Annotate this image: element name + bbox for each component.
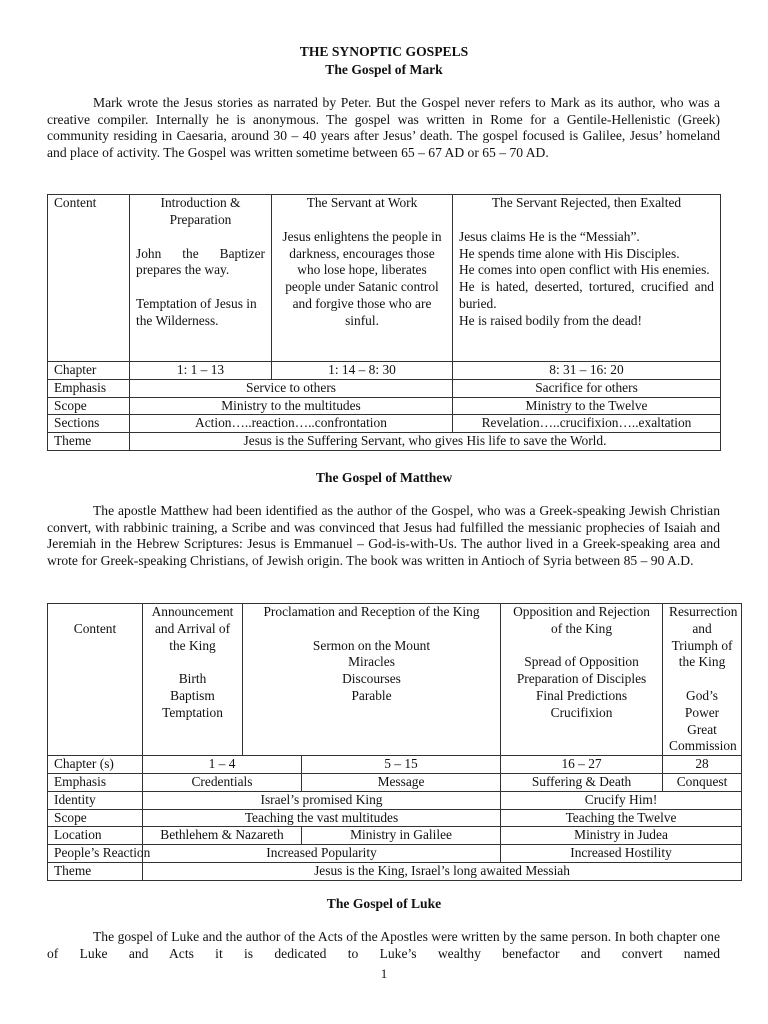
matthew-chapter-4: 28 <box>663 756 742 774</box>
matthew-location-2: Ministry in Galilee <box>302 827 501 845</box>
mark-heading: The Gospel of Mark <box>325 62 443 77</box>
matthew-location-1: Bethlehem & Nazareth <box>143 827 302 845</box>
mark-paragraph <box>47 95 720 161</box>
matthew-emphasis-label: Emphasis <box>48 773 143 791</box>
mark-sections-a: Action…..reaction…..confrontation <box>130 415 453 433</box>
mark-sections-b: Revelation…..crucifixion…..exaltation <box>453 415 721 433</box>
matthew-col2: Proclamation and Reception of the King Sermon on the Mount Miracles Discourses Parable <box>243 604 501 756</box>
mark-chapter-2: 1: 14 – 8: 30 <box>272 362 453 380</box>
mark-content-label: Content <box>48 195 130 362</box>
luke-heading: The Gospel of Luke <box>326 896 442 911</box>
matthew-chapter-3: 16 – 27 <box>501 756 663 774</box>
mark-col1 <box>130 195 272 362</box>
matthew-heading: The Gospel of Matthew <box>315 470 453 485</box>
matthew-scope-b: Teaching the Twelve <box>501 809 742 827</box>
mark-theme: Jesus is the Suffering Servant, who gives His life to save the World. <box>130 433 721 451</box>
luke-paragraph-text: The gospel of Luke and the author of the Acts of the Apostles were written by the same person. In both chapter one of Luke and Acts it is dedicated to Luke’s wealthy benefactor and convert named <box>47 929 720 961</box>
matthew-chapter-label: Chapter (s) <box>48 756 143 774</box>
mark-sections-label: Sections <box>48 415 130 433</box>
matthew-table <box>47 603 742 881</box>
matthew-reaction-b: Increased Hostility <box>501 845 742 863</box>
mark-col1-body2: Temptation of Jesus in the Wilderness. <box>136 296 257 328</box>
matthew-theme-label: Theme <box>48 862 143 880</box>
matthew-identity-b: Crucify Him! <box>501 791 742 809</box>
matthew-identity-a: Israel’s promised King <box>143 791 501 809</box>
matthew-paragraph <box>47 503 720 569</box>
mark-chapter-label: Chapter <box>48 362 130 380</box>
matthew-chapter-1: 1 – 4 <box>143 756 302 774</box>
matthew-emphasis-4: Conquest <box>663 773 742 791</box>
page-number: 1 <box>380 966 388 981</box>
matthew-paragraph-text: The apostle Matthew had been identified as the author of the Gospel, who was a Greek-speaking Jewish Christian convert, with rabbinic training, a Scribe and was convinced that Jesus had fulfilled the messianic prophecies of Isaiah and Jeremiah in the Hebrew Scriptures: Jesus is Emmanuel – God-is-with-Us. The author lived in a Greek-speaking area and wrote for Greek-speaking Christians, of Jewish origin. The book was written in Antioch of Syria between 85 – 90 A.D. <box>47 503 720 568</box>
matthew-reaction-a: Increased Popularity <box>143 845 501 863</box>
luke-paragraph <box>47 929 720 962</box>
mark-col1-body1: John the Baptizer prepares the way. <box>136 245 265 278</box>
mark-col2-title: The Servant at Work <box>306 195 418 210</box>
matthew-location-label: Location <box>48 827 143 845</box>
mark-col3-lines: Jesus claims He is the “Messiah”. He spends time alone with His Disciples. He comes into open conflict with His enemies. He is hated, deserted, tortured, crucified and buried. He is raised bodily from the dead! <box>459 228 714 328</box>
mark-scope-a: Ministry to the multitudes <box>130 397 453 415</box>
matthew-emphasis-3: Suffering & Death <box>501 773 663 791</box>
mark-col2 <box>272 195 453 362</box>
matthew-scope-a: Teaching the vast multitudes <box>143 809 501 827</box>
matthew-emphasis-2: Message <box>302 773 501 791</box>
mark-emphasis-a: Service to others <box>130 379 453 397</box>
matthew-location-3: Ministry in Judea <box>501 827 742 845</box>
mark-col2-body: Jesus enlightens the people in darkness, encourages those who lose hope, liberates people under Satanic control and forgive those who are sinful. <box>282 228 442 328</box>
matthew-col1: Announcement and Arrival of the King Birth Baptism Temptation <box>143 604 243 756</box>
mark-paragraph-text: Mark wrote the Jesus stories as narrated by Peter. But the Gospel never refers to Mark as its author, who was a creative compiler. Internally he is anonymous. The gospel was written in Rome for a Gentile-Hellenistic (Greek) community residing in Caesaria, around 30 – 40 years after Jesus’ death. The gospel focused is Galilee, Jesus’ homeland and place of activity. The Gospel was written sometime between 65 – 67 AD or 65 – 70 AD. <box>47 95 720 160</box>
mark-theme-label: Theme <box>48 433 130 451</box>
matthew-chapter-2: 5 – 15 <box>302 756 501 774</box>
matthew-col3: Opposition and Rejection of the King Spread of Opposition Preparation of Disciples Final Predictions Crucifixion <box>501 604 663 756</box>
matthew-content-label: Content <box>48 604 143 756</box>
mark-emphasis-label: Emphasis <box>48 379 130 397</box>
matthew-emphasis-1: Credentials <box>143 773 302 791</box>
mark-chapter-3: 8: 31 – 16: 20 <box>453 362 721 380</box>
mark-scope-label: Scope <box>48 397 130 415</box>
mark-emphasis-b: Sacrifice for others <box>453 379 721 397</box>
matthew-theme: Jesus is the King, Israel’s long awaited Messiah <box>143 862 742 880</box>
matthew-identity-label: Identity <box>48 791 143 809</box>
mark-chapter-1: 1: 1 – 13 <box>130 362 272 380</box>
mark-col3 <box>453 195 721 362</box>
mark-scope-b: Ministry to the Twelve <box>453 397 721 415</box>
matthew-reaction-label: People’s Reaction <box>48 845 143 863</box>
mark-col3-title: The Servant Rejected, then Exalted <box>491 195 682 210</box>
mark-col1-title: Introduction & Preparation <box>160 195 241 227</box>
matthew-col4: Resurrection and Triumph of the King God’s Power Great Commission <box>663 604 742 756</box>
mark-table <box>47 194 721 451</box>
document-title: THE SYNOPTIC GOSPELS <box>299 44 469 59</box>
matthew-scope-label: Scope <box>48 809 143 827</box>
